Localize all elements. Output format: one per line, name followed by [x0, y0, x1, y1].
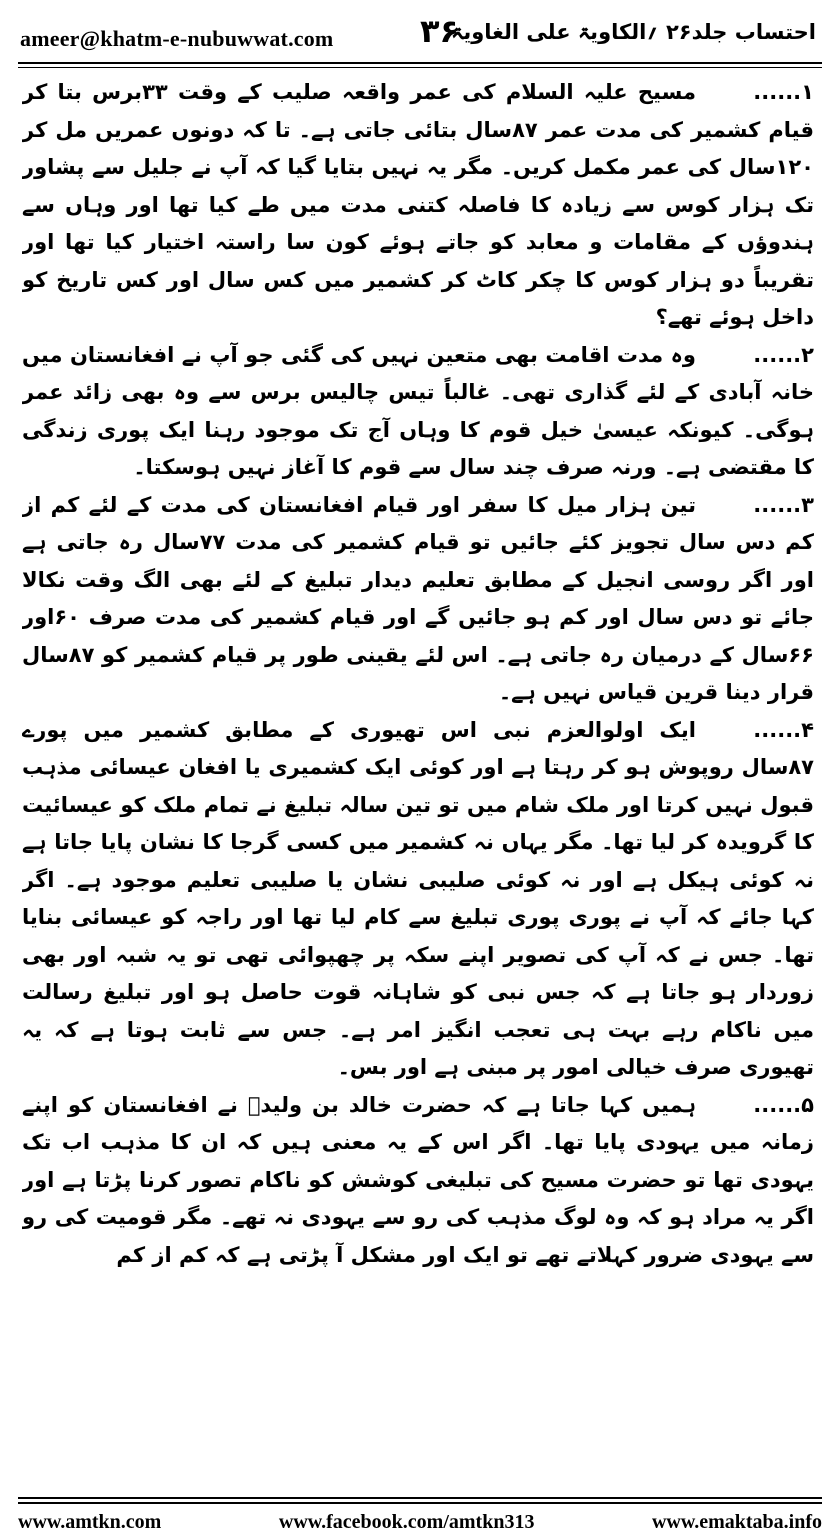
paragraph-text: ہمیں کہا جاتا ہے کہ حضرت خالد بن ولیدؓ نے افغانستان کو اپنے زمانہ میں یہودی پایا تھا۔ اگر اس کے یہ معنی ہیں کہ ان کا مذہب اب تک یہودی تھا تو حضرت مسیح کی تبلیغی کوشش کو ناکام تصور کرنا پڑتا ہے اور اگر یہ مراد ہو کہ وہ لوگ مذہب کی رو سے یہودی نہ تھے۔ مگر قومیت کی رو سے یہودی ضرور کہلاتے تھے تو ایک اور مشکل آ پڑتی ہے کہ کم از کم: [22, 1092, 814, 1267]
paragraph-3: [22, 487, 814, 712]
paragraph-text: مسیح علیہ السلام کی عمر واقعہ صلیب کے وقت ۳۳برس بتا کر قیام کشمیر کی مدت عمر ۸۷سال بتائی جاتی ہے۔ تا کہ دونوں عمریں مل کر ۱۲۰سال کی عمر مکمل کریں۔ مگر یہ نہیں بتایا گیا کہ آپ نے جلیل سے پشاور تک ہزار کوس سے زیادہ کا فاصلہ کتنی مدت میں طے کیا تھا اور وہاں سے ہندوؤں کے مقامات و معابد کو جاتے ہوئے کون سا راستہ اختیار کیا تھا اور تقریباً دو ہزار کوس کا چکر کاٹ کر کشمیر میں کس سال اور کس تاریخ کو داخل ہوئے تھے؟: [22, 80, 814, 329]
page-number: ۳۶: [420, 12, 460, 50]
paragraph-number: ۲......: [753, 342, 814, 367]
footer-divider: [18, 1497, 822, 1499]
footer-divider-second: [18, 1502, 822, 1504]
footer-link-amtkn[interactable]: www.amtkn.com: [18, 1510, 162, 1533]
paragraph-number: ۳......: [753, 492, 814, 517]
paragraph-number: ۵......: [753, 1092, 814, 1117]
footer-link-emaktaba[interactable]: www.emaktaba.info: [651, 1510, 822, 1533]
header-divider: [18, 62, 822, 64]
paragraph-number: ۱......: [753, 80, 814, 104]
paragraph-5: [22, 1087, 814, 1275]
paragraph-1: [22, 74, 814, 337]
paragraph-text: وہ مدت اقامت بھی متعین نہیں کی گئی جو آپ نے افغانستان میں خانہ آبادی کے لئے گذاری تھی۔ غالباً تیس چالیس برس سے وہ بھی زائد عمر ہوگی۔ کیونکہ عیسیٰ خیل قوم کا وہاں آج تک موجود رہنا ایک پوری زندگی کا مقتضی ہے۔ ورنہ صرف چند سال سے قوم کا آغاز نہیں ہوسکتا۔: [22, 342, 814, 479]
header-divider-thin: [18, 67, 822, 68]
paragraph-text: ایک اولوالعزم نبی اس تھیوری کے مطابق کشمیر میں پورے ۸۷سال روپوش ہو کر رہتا ہے اور کوئی ایک کشمیری یا افغان عیسائی مذہب قبول نہیں کرتا اور ملک شام میں تو تین سالہ تبلیغ نے تمام ملک کو عیسائیت کا گرویدہ کر لیا تھا۔ مگر یہاں نہ کشمیر میں کسی گرجا کا نشان پایا جاتا ہے نہ کوئی ہیکل ہے اور نہ کوئی صلیبی نشان یا صلیبی تعلیم موجود ہے۔ اگر کہا جائے کہ آپ نے پوری پوری تبلیغ سے کام لیا تھا اور راجہ کو عیسائی بنایا تھا۔ جس نے کہ آپ کی تصویر اپنے سکہ پر چھپوائی تھی تو یہ شبہ اور بھی زوردار ہو جاتا ہے کہ جس نبی کو شاہانہ قوت حاصل ہو اور تبلیغ رسالت میں ناکام رہے بہت ہی تعجب انگیز امر ہے۔ جس سے ثابت ہوتا ہے کہ یہ تھیوری صرف خیالی امور پر مبنی ہے اور بس۔: [22, 717, 814, 1079]
running-title: احتساب جلد۲۶ ؍الکاویۃ علی الغاویۃ: [451, 20, 816, 44]
paragraph-text: تین ہزار میل کا سفر اور قیام افغانستان کی مدت کے لئے کم از کم دس سال تجویز کئے جائیں تو قیام کشمیر کی مدت ۷۷سال رہ جاتی ہے اور اگر روسی انجیل کے مطابق تعلیم دیدار تبلیغ کے لئے بھی الگ وقت نکالا جائے تو دس سال اور کم ہو جائیں گے اور قیام کشمیر کی مدت صرف ۶۰اور ۶۶سال کے درمیان رہ جاتی ہے۔ اس لئے یقینی طور پر قیام کشمیر کو ۸۷سال قرار دینا قرین قیاس نہیں ہے۔: [22, 492, 814, 704]
email-address: ameer@khatm-e-nubuwwat.com: [20, 26, 334, 51]
body-text: [22, 74, 814, 1454]
page-header: [20, 8, 816, 58]
page-footer: [18, 1508, 822, 1536]
paragraph-number: ۴......: [753, 717, 814, 742]
footer-link-facebook[interactable]: www.facebook.com/amtkn313: [278, 1510, 535, 1533]
paragraph-2: [22, 337, 814, 487]
paragraph-4: [22, 712, 814, 1087]
